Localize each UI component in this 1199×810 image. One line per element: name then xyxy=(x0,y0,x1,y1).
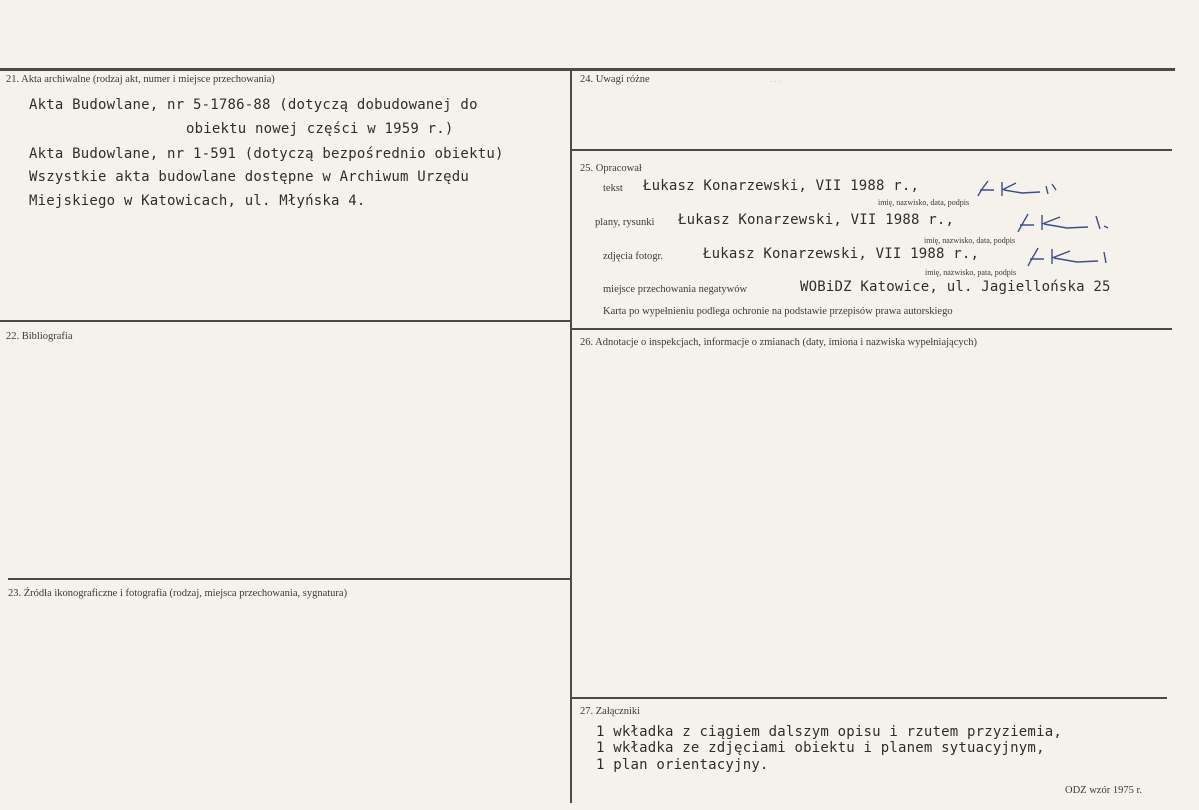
sub-caption-1: imię, nazwisko, data, podpis xyxy=(878,198,970,207)
archive-line-1: Akta Budowlane, nr 5-1786-88 (dotyczą dobudowanej do xyxy=(29,97,478,113)
zdjecia-value: Łukasz Konarzewski, VII 1988 r., xyxy=(703,246,980,262)
section-21-label: 21. Akta archiwalne (rodzaj akt, numer i miejsce przechowania) xyxy=(6,74,275,85)
signature-1 xyxy=(972,178,1062,200)
sub-caption-3: imię, nazwisko, pata, podpis xyxy=(925,268,1017,277)
tekst-value: Łukasz Konarzewski, VII 1988 r., xyxy=(643,178,920,194)
section-27-label: 27. Załączniki xyxy=(580,706,641,717)
divider-24-25 xyxy=(572,149,1172,151)
divider-21-22 xyxy=(0,320,570,322)
archive-line-2: obiektu nowej części w 1959 r.) xyxy=(186,121,454,137)
sub-caption-2: imię, nazwisko, data, podpis xyxy=(924,236,1016,245)
attachment-line-1: 1 wkładka z ciągiem dalszym opisu i rzutem przyziemia, xyxy=(596,724,1062,740)
signature-2 xyxy=(1012,212,1112,234)
negatywy-label: miejsce przechowania negatywów xyxy=(603,284,748,295)
top-border xyxy=(0,68,1175,71)
section-25-label: 25. Opracował xyxy=(580,163,642,174)
signature-3 xyxy=(1022,246,1122,268)
archive-line-4: Wszystkie akta budowlane dostępne w Archiwum Urzędu xyxy=(29,169,470,185)
zdjecia-label: zdjęcia fotogr. xyxy=(603,251,664,262)
divider-26-27 xyxy=(572,697,1167,699)
bleed-through-text: . . . xyxy=(770,74,782,84)
center-divider xyxy=(570,68,572,803)
attachment-line-2: 1 wkładka ze zdjęciami obiektu i planem sytuacyjnym, xyxy=(596,740,1045,756)
divider-22-23 xyxy=(8,578,570,580)
archive-line-3: Akta Budowlane, nr 1-591 (dotyczą bezpośrednio obiektu) xyxy=(29,146,504,162)
tekst-label: tekst xyxy=(603,183,623,194)
archive-line-5: Miejskiego w Katowicach, ul. Młyńska 4. xyxy=(29,193,366,209)
section-22-label: 22. Bibliografia xyxy=(6,331,73,342)
attachment-line-3: 1 plan orientacyjny. xyxy=(596,757,769,773)
section-24-label: 24. Uwagi różne xyxy=(580,74,650,85)
negatywy-value: WOBiDZ Katowice, ul. Jagiellońska 25 xyxy=(800,279,1111,295)
plany-label: plany, rysunki xyxy=(595,217,655,228)
copyright-note: Karta po wypełnieniu podlega ochronie na podstawie przepisów prawa autorskiego xyxy=(603,306,953,317)
section-26-label: 26. Adnotacje o inspekcjach, informacje o zmianach (daty, imiona i nazwiska wypełniających) xyxy=(580,337,978,348)
section-23-label: 23. Źródła ikonograficzne i fotografia (rodzaj, miejsca przechowania, sygnatura) xyxy=(8,588,348,599)
divider-25-26 xyxy=(572,328,1172,330)
plany-value: Łukasz Konarzewski, VII 1988 r., xyxy=(678,212,955,228)
form-version-footer: ODZ wzór 1975 r. xyxy=(1065,785,1142,796)
